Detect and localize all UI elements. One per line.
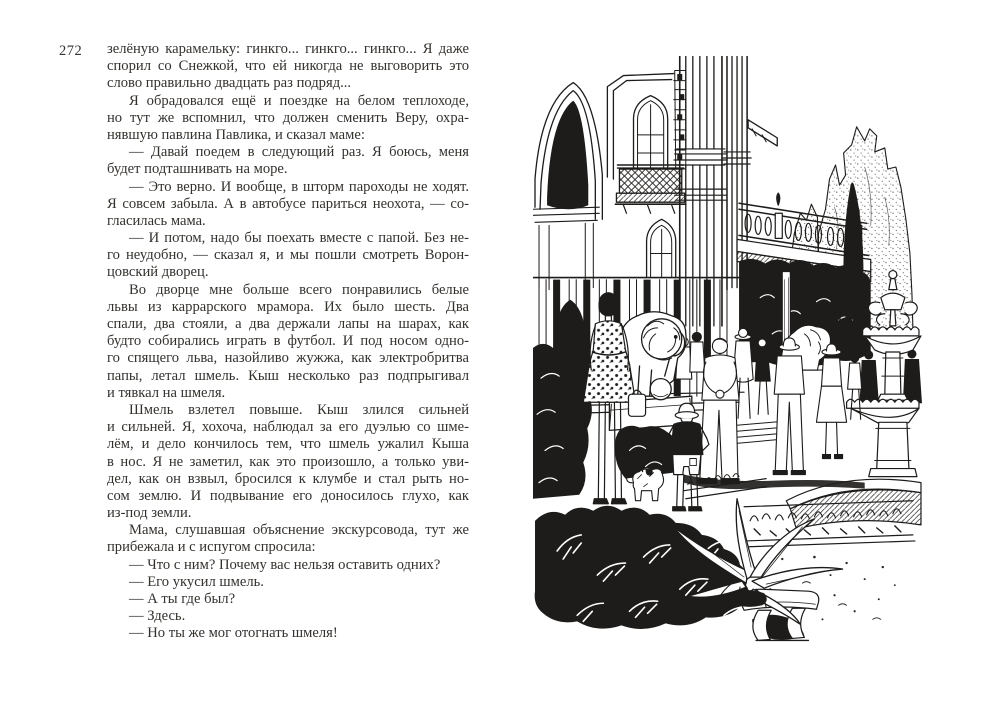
text-line: сом землю. И подвывание его доносилось глухо, как xyxy=(107,487,469,504)
text-line: цовский дворец. xyxy=(107,264,209,281)
boy-tshirt xyxy=(671,422,703,455)
text-line: Я обрадовался ещё и поездке на белом теплоходе, xyxy=(129,92,469,109)
text-line: спали, два стояли, а два держали лапы на шарах, как xyxy=(107,316,469,332)
text-line: Во дворце мне больше всего понравились белые xyxy=(129,281,469,298)
paragraph xyxy=(107,402,469,522)
paragraph xyxy=(107,230,469,282)
text-line: будет подташнивать на море. xyxy=(107,161,288,178)
paragraph xyxy=(107,179,469,231)
text-line: львы из каррарского мрамора. Их было шесть. Два xyxy=(107,298,469,315)
paragraph xyxy=(107,625,469,642)
text-line: — Давай поедем в следующий раз. Я боюсь, меня xyxy=(129,144,469,161)
text-line: Я совсем забыла. А в автобусе париться неохота, — со- xyxy=(107,195,469,212)
text-line: и тявкал на шмеля. xyxy=(107,384,226,401)
page-number: 272 xyxy=(59,43,83,59)
left-arch xyxy=(533,83,602,358)
text-line: гласилась мама. xyxy=(107,212,206,229)
text-line: Мама, слушавшая объяснение экскурсовода, тут же xyxy=(129,522,469,539)
mama-hair xyxy=(599,293,618,316)
text-line: — Это верно. И вообще, в шторм пароходы не ходят. xyxy=(129,178,469,195)
text-line: лём, и дело кончилось тем, что шмель ужалил Кыша xyxy=(107,436,469,453)
text-line: — Здесь. xyxy=(129,608,186,625)
text-line: и сильней. Я, хохоча, наблюдал за его дуэлью со шме- xyxy=(107,419,469,436)
gothic-window-upper xyxy=(607,74,673,180)
book-illustration-svg xyxy=(533,56,925,660)
paragraph xyxy=(107,522,469,556)
mama-handbag xyxy=(628,394,645,416)
text-line: но тут же вспомнил, что должен сменить Веру, охра- xyxy=(107,109,469,126)
paragraph xyxy=(107,608,469,625)
man-with-hat xyxy=(773,338,805,475)
text-line: прибежала и с испугом спросила: xyxy=(107,539,316,556)
boy-hat-brim xyxy=(675,412,698,419)
book-illustration xyxy=(533,56,925,660)
text-line: — Но ты же мог отогнать шмеля! xyxy=(129,625,338,642)
paragraph xyxy=(107,557,469,574)
eave-cornice xyxy=(748,120,777,146)
gothic-window-lower xyxy=(647,219,676,277)
paragraph xyxy=(107,41,469,93)
text-line: в нос. Я не заметил, как это произошло, а только уви- xyxy=(107,453,469,470)
paragraph xyxy=(107,144,469,178)
text-line: Шмель взлетел повыше. Кыш злился сильней xyxy=(129,401,469,418)
text-line: папы, летал шмель. Кыш несколько раз подпрыгивал xyxy=(107,367,469,384)
text-line: будто собирались играть в футбол. И под носом одно- xyxy=(107,333,469,350)
text-line: дел, как он взвыл, бросился к клумбе и стал рыть но- xyxy=(107,470,469,487)
paragraph xyxy=(107,574,469,591)
text-line: — Что с ним? Почему вас нельзя оставить одних? xyxy=(129,556,441,573)
text-line: слово правильно двадцать раз подряд... xyxy=(107,75,352,92)
paragraph xyxy=(107,282,469,402)
text-line: из-под земли. xyxy=(107,505,192,522)
man-hands-behind-back xyxy=(699,338,739,483)
text-line: — И потом, надо бы поехать вместе с папой. Без не- xyxy=(129,230,469,247)
paragraph xyxy=(107,591,469,608)
text-line: спорил со Снежкой, что ей никогда не выговорить это xyxy=(107,58,469,75)
text-column xyxy=(107,41,469,643)
text-line: — А ты где был? xyxy=(129,591,236,607)
text-line: го неудобно, — сказал я, и мы пошли смотреть Ворон- xyxy=(107,247,469,264)
paragraph xyxy=(107,93,469,145)
text-line: нявшую павлина Павлика, и сказал маме: xyxy=(107,126,365,143)
text-line: го спящего льва, назойливо жужжа, как электробритва xyxy=(107,350,469,367)
text-line: зелёную карамельку: гинкго... гинкго... гинкго... Я даже xyxy=(107,41,469,57)
text-line: — Его укусил шмель. xyxy=(129,573,264,590)
